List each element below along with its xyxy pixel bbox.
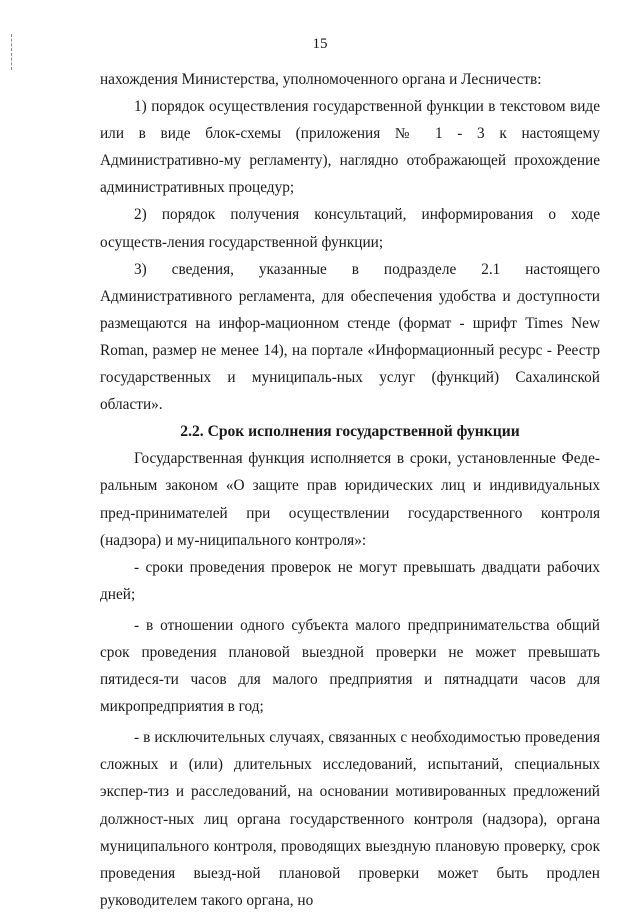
paragraph: нахождения Министерства, уполномоченного органа и Лесничеств: (100, 71, 542, 88)
document-body (100, 66, 600, 914)
paragraph: Государственная функция исполняется в сроки, установленные Феде-ральным законом «О защите прав юридических лиц и индивидуальных пред-принимателей при осуществлении государственного контроля (надзора) и му-ниципального контроля»: (100, 450, 600, 549)
paragraph: 1) порядок осуществления государственной функции в текстовом виде или в виде блок-схемы (приложения № 1 - 3 к настоящему Административно-му регламенту), наглядно отображающей прохождение административных процедур; (100, 98, 600, 197)
paragraph: 2) порядок получения консультаций, информирования о ходе осуществ-ления государственной функции; (100, 206, 600, 251)
list-item: - в исключительных случаях, связанных с необходимостью проведения сложных и (или) длительных исследований, испытаний, специальных экспер-тиз и расследований, на основании мотивированных предложений должност-ных лиц органа государственного контроля (надзора), органа муниципального контроля, проводящих выездную плановую проверку, срок проведения выезд-ной плановой проверки может быть продлен руководителем такого органа, но (100, 729, 600, 909)
paragraph: 3) сведения, указанные в подразделе 2.1 настоящего Административного регламента, для обеспечения удобства и доступности размещаются на инфор-мационном стенде (формат - шрифт Times New Roman, размер не менее 14), на портале «Информационный ресурс - Реестр государственных и муниципаль-ных услуг (функций) Сахалинской области». (100, 260, 600, 414)
list-item: - сроки проведения проверок не могут превышать двадцати рабочих дней; (100, 558, 600, 603)
list-item: - в отношении одного субъекта малого предпринимательства общий срок проведения плановой выездной проверки не может превышать пятидеся-ти часов для малого предприятия и пятнадцати часов для микропредприятия в год; (100, 616, 600, 716)
section-heading: 2.2. Срок исполнения государственной функции (180, 423, 520, 441)
page-number: 15 (312, 36, 328, 52)
